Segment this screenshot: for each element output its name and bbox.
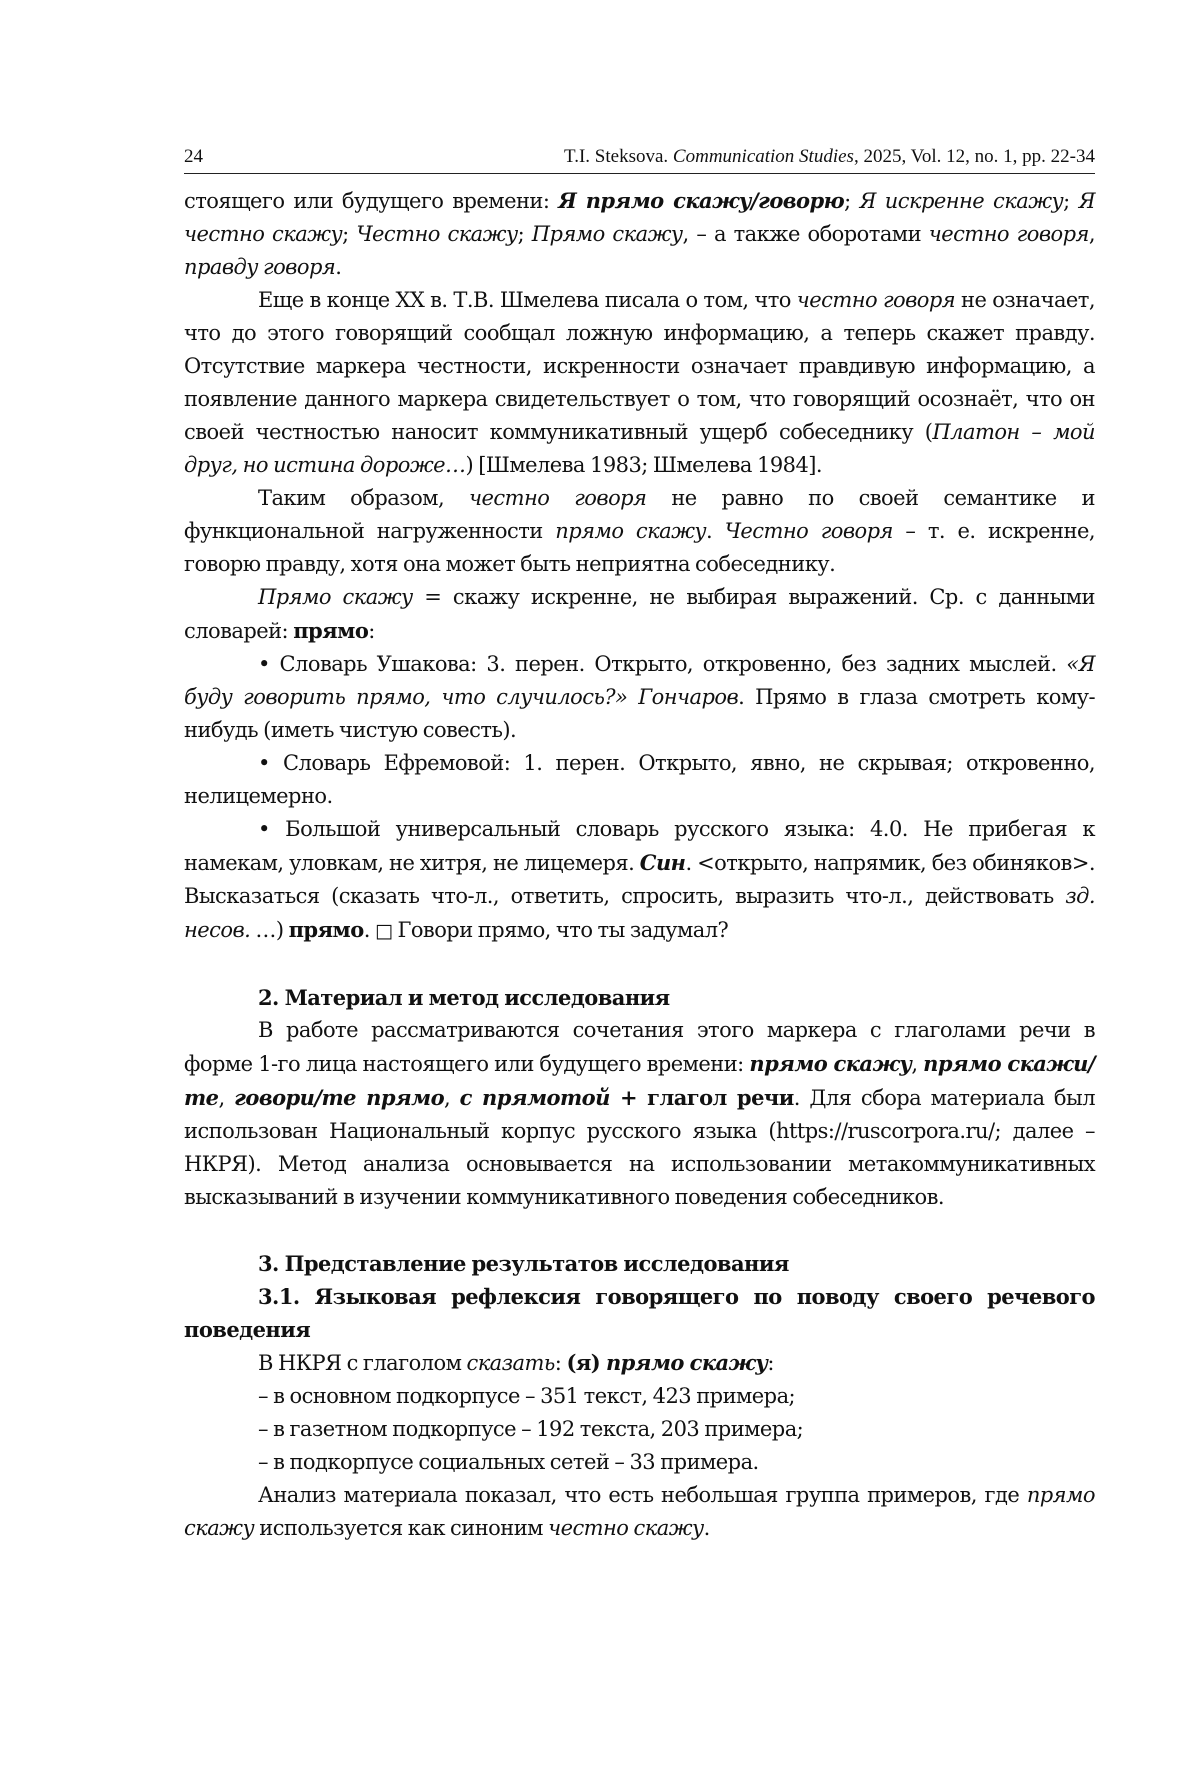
text-run: : — [767, 1351, 774, 1375]
running-head-citation — [564, 146, 1095, 168]
text-run: …) — [250, 918, 289, 942]
italic-phrase: Я искренне скажу — [859, 189, 1064, 213]
italic-phrase: Платон – мой друг, но истина дороже… — [184, 420, 1095, 477]
text-run: . Для сбора материала был использован Национальный корпус русского языка (https://ruscorpora.ru/; далее – НКРЯ). Метод анализа основывается на использовании метакоммуникативных высказываний в изучении коммуникативного поведения собеседников. — [184, 1086, 1095, 1209]
bold-italic-phrase: Син — [639, 850, 686, 875]
text-run: , — [218, 1086, 235, 1110]
list-item: – в подкорпусе социальных сетей – 33 примера. — [258, 1450, 759, 1474]
bold-italic-phrase: прямо скажи/те — [184, 1051, 1095, 1110]
text-run: Анализ материала показал, что есть небольшая группа примеров, где — [258, 1483, 1027, 1507]
subsection-heading-3-1: 3.1. Языковая рефлексия говорящего по поводу своего речевого поведения — [184, 1284, 1095, 1342]
bold-italic-phrase: с прямотой — [459, 1085, 610, 1110]
text-run: , — [1088, 222, 1095, 246]
italic-phrase: правду говоря — [184, 255, 336, 279]
text-run: , – а также оборотами — [682, 222, 929, 246]
bold-term: прямо — [288, 917, 364, 942]
italic-phrase: честно говоря — [796, 288, 956, 312]
section-heading-2: 2. Материал и метод исследования — [258, 985, 670, 1010]
text-run: , — [911, 1052, 924, 1076]
paragraph-shmeleva — [184, 284, 1095, 482]
author-name: T.I. Steksova. — [564, 146, 669, 167]
italic-phrase: Честно скажу — [356, 222, 518, 246]
text-run: – т. е. искренне, говорю правду, хотя она может быть неприятна собеседнику. — [184, 519, 1095, 576]
bold-term: прямо — [293, 618, 369, 643]
paragraph-method — [184, 1014, 1095, 1214]
bold-term: + глагол речи — [609, 1085, 794, 1110]
bold-italic-phrase: прямо скажу — [749, 1051, 912, 1076]
italic-phrase: Прямо скажу — [531, 222, 683, 246]
italic-phrase: честно говоря — [928, 222, 1089, 246]
square-glyph-icon: □ — [374, 920, 393, 942]
page — [184, 146, 1095, 1545]
text-run: . — [706, 519, 725, 543]
section-heading-3: 3. Представление результатов исследования — [258, 1251, 789, 1276]
italic-phrase: честно говоря — [469, 486, 647, 510]
page-number: 24 — [184, 146, 203, 167]
dictionary-entry-efremova — [184, 747, 1095, 813]
text-run: В НКРЯ с глаголом — [258, 1351, 467, 1375]
text-run: . — [363, 918, 375, 942]
spacer — [184, 1214, 1095, 1247]
text-run: Говори прямо, что ты задумал? — [392, 918, 729, 942]
bold-term: (я) — [566, 1350, 606, 1375]
text-run: = скажу искренне, не выбирая выражений. Ср. с данными словарей: — [184, 585, 1095, 643]
bold-italic-phrase: Я прямо скажу/говорю — [558, 188, 845, 213]
paragraph-dictionaries-intro — [184, 581, 1095, 648]
list-item: – в газетном подкорпусе – 192 текста, 203 примера; — [258, 1417, 804, 1441]
bold-italic-phrase: прямо скажу — [605, 1350, 768, 1375]
italic-phrase: зд. несов. — [184, 884, 1095, 942]
journal-title: Communication Studies — [672, 146, 854, 167]
text-run: • Словарь Ушакова: 3. перен. Открыто, откровенно, без задних мыслей. — [258, 652, 1067, 676]
text-run: : — [368, 619, 375, 643]
dictionary-entry-bus — [184, 813, 1095, 948]
text-run: , — [444, 1086, 460, 1110]
article-body — [184, 184, 1095, 1545]
text-run: не равно по своей семантике и функциональной нагруженности — [184, 486, 1095, 543]
paragraph-continuation — [184, 184, 1095, 284]
paragraph-conclusion — [184, 482, 1095, 581]
text-run: . — [335, 255, 342, 279]
list-item: – в основном подкорпусе – 351 текст, 423 примера; — [258, 1384, 796, 1408]
paragraph-analysis — [184, 1479, 1095, 1545]
text-run: ; — [1063, 189, 1079, 213]
text-run: не означает, что до этого говорящий сообщал ложную информацию, а теперь скажет правду. Отсутствие маркера честности, искренности означает правдивую информацию, а появление данного маркера свидетельствует о том, что говорящий осознаёт, что он своей честностью наносит коммуникативный ущерб собеседнику ( — [184, 288, 1095, 444]
italic-phrase: «Я буду говорить прямо, что случилось?» Гончаров — [184, 652, 1095, 709]
text-run: • Большой универсальный словарь русского языка: 4.0. Не прибегая к намекам, уловкам, не хитря, не лицемеря. — [184, 817, 1095, 875]
italic-phrase: честно скажу — [548, 1516, 704, 1540]
text-run: • Словарь Ефремовой: 1. перен. Открыто, явно, не скрывая; откровенно, нелицемерно. — [184, 751, 1095, 808]
spacer — [184, 948, 1095, 981]
paragraph-corpus — [184, 1346, 1095, 1380]
italic-phrase: прямо скажу — [555, 519, 707, 543]
text-run: . <открыто, напрямик, без обиняков>. Высказаться (сказать что-л., ответить, спросить, выразить что-л., действовать — [184, 851, 1095, 908]
text-run: . — [703, 1516, 710, 1540]
text-run: ) [Шмелева 1983; Шмелева 1984]. — [465, 453, 823, 477]
dictionary-entry-ushakov — [184, 648, 1095, 747]
text-run: ; — [342, 222, 357, 246]
italic-phrase: Честно говоря — [724, 519, 893, 543]
italic-phrase: Прямо скажу — [258, 585, 413, 609]
citation-details: , 2025, Vol. 12, no. 1, pp. 22-34 — [853, 146, 1095, 167]
text-run: ; — [844, 189, 860, 213]
text-run: . Прямо в глаза смотреть кому-нибудь (иметь чистую совесть). — [184, 685, 1096, 742]
bold-italic-phrase: говори/те прямо — [234, 1085, 445, 1110]
italic-phrase: Я честно скажу — [184, 189, 1095, 246]
text-run: Еще в конце XX в. Т.В. Шмелева писала о том, что — [258, 288, 797, 312]
text-run: В работе рассматриваются сочетания этого маркера с глаголами речи в форме 1-го лица настоящего или будущего времени: — [184, 1018, 1095, 1076]
running-head — [184, 146, 1095, 174]
text-run: стоящего или будущего времени: — [184, 189, 559, 213]
text-run: используется как синоним — [254, 1516, 549, 1540]
text-run: ; — [517, 222, 532, 246]
text-run: Таким образом, — [258, 486, 469, 510]
italic-phrase: сказать — [466, 1351, 555, 1375]
italic-phrase: прямо скажу — [184, 1483, 1095, 1540]
text-run: : — [554, 1351, 567, 1375]
